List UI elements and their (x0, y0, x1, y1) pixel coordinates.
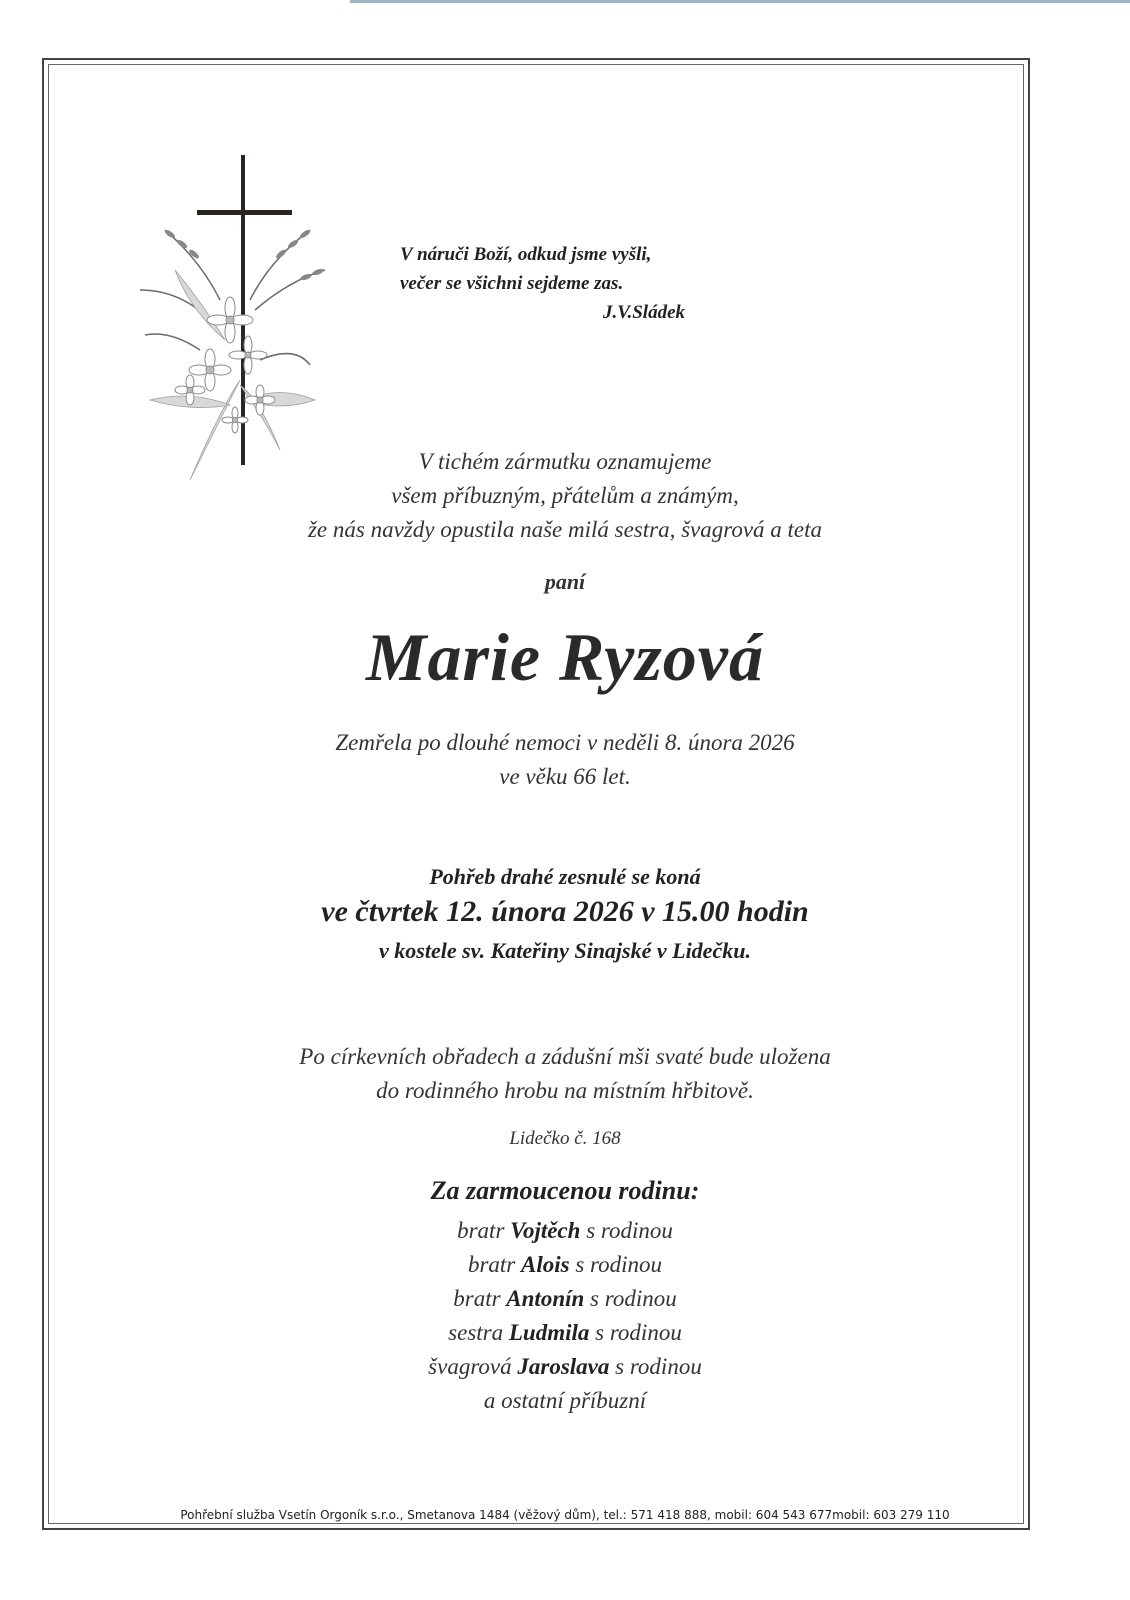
verse-author: J.V.Sládek (603, 302, 686, 323)
scan-edge-line (350, 0, 1130, 3)
death-line-2: ve věku 66 let. (499, 764, 631, 789)
announcement-line-3: že nás navždy opustila naše milá sestra, švagrová a teta (307, 517, 823, 542)
verse-line-1: V náruči Boží, odkud jsme vyšli, (400, 244, 652, 265)
death-notice (0, 726, 1130, 794)
address: Lidečko č. 168 (509, 1128, 621, 1149)
mourner-row: bratr Alois s rodinou (467, 1252, 663, 1277)
death-line-1: Zemřela po dlouhé nemoci v neděli 8. února 2026 (335, 730, 795, 755)
burial-notice (0, 1040, 1130, 1108)
burial-line-1: Po církevních obřadech a zádušní mši svaté bude uložena (299, 1044, 831, 1069)
honorific: paní (544, 569, 586, 594)
verse-line-2: večer se všichni sejdeme zas. (400, 273, 624, 294)
announcement-line-2: všem příbuzným, přátelům a známým, (391, 483, 739, 508)
mourner-row: bratr Vojtěch s rodinou (457, 1218, 673, 1243)
deceased-name: Marie Ryzová (366, 619, 764, 695)
funeral-location: v kostele sv. Kateřiny Sinajské v Lidečku. (379, 938, 751, 963)
mourner-row: sestra Ludmila s rodinou (448, 1320, 682, 1345)
funeral-line-1: Pohřeb drahé zesnulé se koná (429, 864, 701, 889)
mourner-row: švagrová Jaroslava s rodinou (428, 1354, 702, 1379)
mourners-closing: a ostatní příbuzní (483, 1388, 647, 1413)
mourner-row: bratr Antonín s rodinou (453, 1286, 677, 1311)
burial-line-2: do rodinného hrobu na místním hřbitově. (376, 1078, 754, 1103)
funeral-date-time: ve čtvrtek 12. února 2026 v 15.00 hodin (321, 895, 809, 928)
announcement (0, 445, 1130, 547)
cross-with-flowers-icon (130, 150, 340, 490)
announcement-line-1: V tichém zármutku oznamujeme (418, 449, 712, 474)
memorial-verse (400, 240, 720, 327)
mourners-list (0, 1214, 1130, 1418)
family-heading: Za zarmoucenou rodinu: (430, 1176, 700, 1205)
footer-funeral-service: Pohřební služba Vsetín Orgoník s.r.o., Smetanova 1484 (věžový dům), tel.: 571 418 888, mobil: 604 543 677mobil: 603 279 110 (180, 1508, 950, 1522)
